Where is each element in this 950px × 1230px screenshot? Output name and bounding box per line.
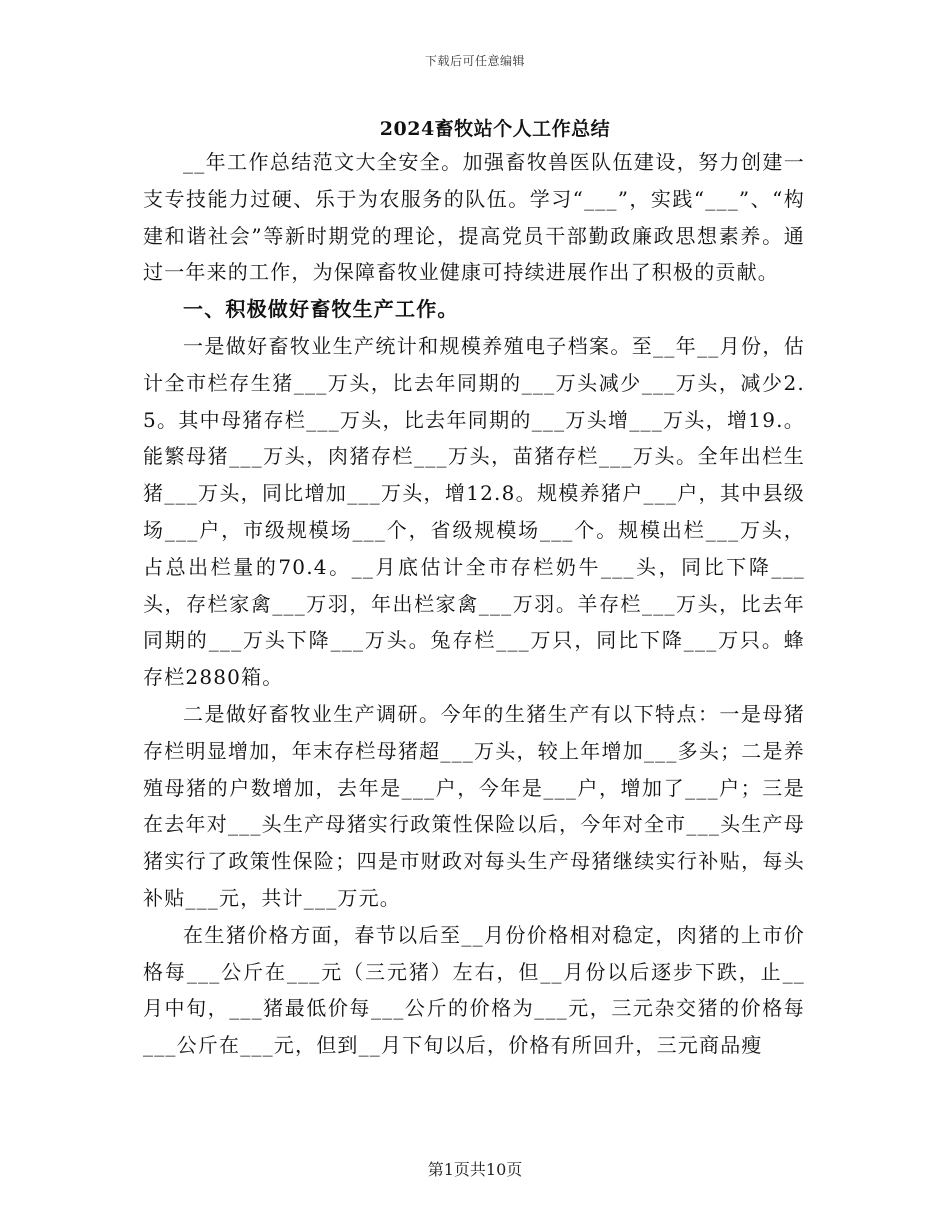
- page-number-footer: 第1页共10页: [427, 1160, 523, 1179]
- section-heading: 一、积极做好畜牧生产工作。: [183, 297, 459, 322]
- document-body: [143, 144, 805, 1064]
- page-header-note: 下载后可任意编辑: [424, 54, 525, 68]
- body-paragraph-statistics: 一是做好畜牧业生产统计和规模养殖电子档案。至__年__月份，估计全市栏存生猪___万头，比去年同期的___万头减少___万头，减少2.5。其中母猪存栏___万头，比去年同期的___万头增___万头，增19.。能繁母猪___万头，肉猪存栏___万头，苗猪存栏___万头。全年出栏生猪___万头，同比增加___万头，增12.8。规模养猪户___户，其中县级场___户，市级规模场___个，省级规模场___个。规模出栏___万头，占总出栏量的70.4。__月底估计全市存栏奶牛___头，同比下降___头，存栏家禽___万羽，年出栏家禽___万羽。羊存栏___万头，比去年同期的___万头下降___万头。兔存栏___万只，同比下降___万只。蜂存栏2880箱。: [143, 333, 805, 690]
- intro-paragraph: __年工作总结范文大全安全。加强畜牧兽医队伍建设，努力创建一支专技能力过硬、乐于为农服务的队伍。学习“___”，实践“___”、“构建和谐社会”等新时期党的理论，提高党员干部勤政廉政思想素养。通过一年来的工作，为保障畜牧业健康可持续进展作出了积极的贡献。: [143, 150, 805, 285]
- document-title: 2024畜牧站个人工作总结: [379, 118, 611, 140]
- body-paragraph-research: 二是做好畜牧业生产调研。今年的生猪生产有以下特点：一是母猪存栏明显增加，年末存栏母猪超___万头，较上年增加___多头；二是养殖母猪的户数增加，去年是___户，今年是___户，增加了___户；三是在去年对___头生产母猪实行政策性保险以后，今年对全市___头生产母猪实行了政策性保险；四是市财政对每头生产母猪继续实行补贴，每头补贴___元，共计___万元。: [143, 701, 805, 910]
- body-paragraph-prices: 在生猪价格方面，春节以后至__月份价格相对稳定，肉猪的上市价格每___公斤在___元（三元猪）左右，但__月份以后逐步下跌，止__月中旬，___猪最低价每___公斤的价格为___元，三元杂交猪的价格每___公斤在___元，但到__月下旬以后，价格有所回升，三元商品瘦: [143, 922, 805, 1058]
